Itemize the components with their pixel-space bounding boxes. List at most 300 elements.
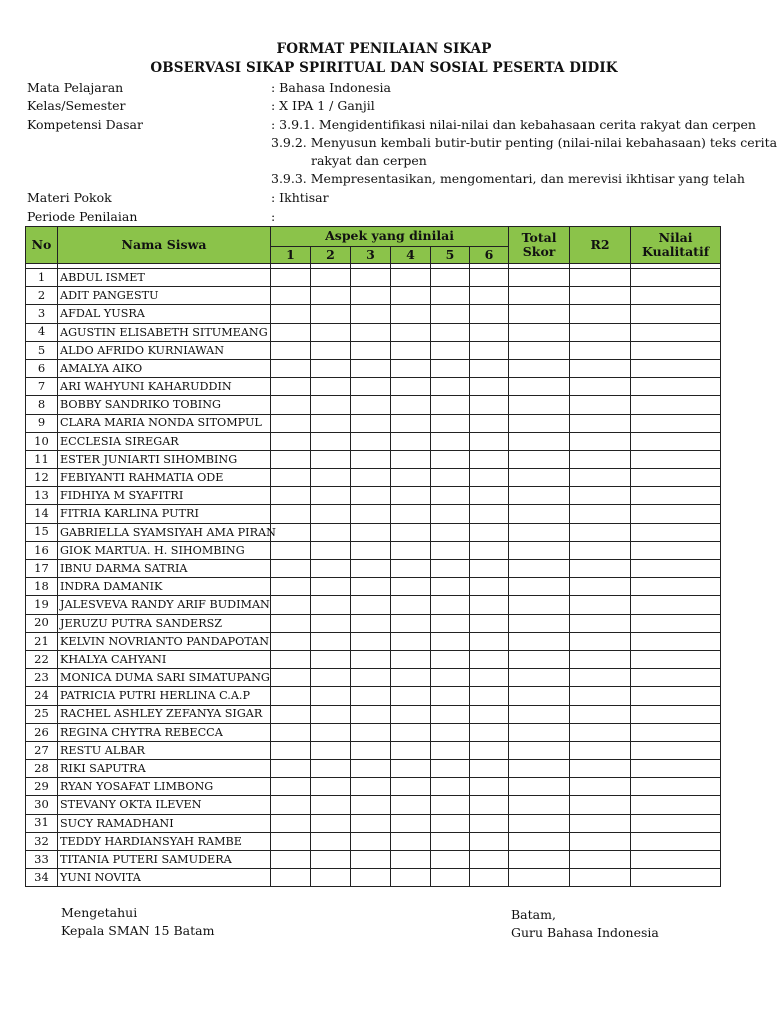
total-skor-cell[interactable] xyxy=(509,723,570,741)
score-cell-aspek-5[interactable] xyxy=(431,832,470,850)
total-skor-cell[interactable] xyxy=(509,869,570,887)
r2-cell[interactable] xyxy=(570,487,631,505)
score-cell-aspek-4[interactable] xyxy=(391,269,431,287)
total-skor-cell[interactable] xyxy=(509,687,570,705)
score-cell-aspek-3[interactable] xyxy=(351,614,391,632)
score-cell-aspek-3[interactable] xyxy=(351,432,391,450)
score-cell-aspek-2[interactable] xyxy=(311,578,351,596)
score-cell-aspek-4[interactable] xyxy=(391,287,431,305)
score-cell-aspek-6[interactable] xyxy=(470,378,509,396)
score-cell-aspek-4[interactable] xyxy=(391,560,431,578)
score-cell-aspek-5[interactable] xyxy=(431,269,470,287)
score-cell-aspek-2[interactable] xyxy=(311,760,351,778)
nilai-kualitatif-cell[interactable] xyxy=(631,269,721,287)
score-cell-aspek-1[interactable] xyxy=(271,614,311,632)
nilai-kualitatif-cell[interactable] xyxy=(631,705,721,723)
nilai-kualitatif-cell[interactable] xyxy=(631,505,721,523)
score-cell-aspek-6[interactable] xyxy=(470,396,509,414)
r2-cell[interactable] xyxy=(570,632,631,650)
score-cell-aspek-2[interactable] xyxy=(311,305,351,323)
total-skor-cell[interactable] xyxy=(509,669,570,687)
score-cell-aspek-4[interactable] xyxy=(391,578,431,596)
r2-cell[interactable] xyxy=(570,269,631,287)
score-cell-aspek-2[interactable] xyxy=(311,560,351,578)
score-cell-aspek-5[interactable] xyxy=(431,432,470,450)
score-cell-aspek-2[interactable] xyxy=(311,832,351,850)
score-cell-aspek-3[interactable] xyxy=(351,650,391,668)
total-skor-cell[interactable] xyxy=(509,341,570,359)
total-skor-cell[interactable] xyxy=(509,778,570,796)
score-cell-aspek-4[interactable] xyxy=(391,851,431,869)
score-cell-aspek-6[interactable] xyxy=(470,578,509,596)
score-cell-aspek-2[interactable] xyxy=(311,469,351,487)
score-cell-aspek-6[interactable] xyxy=(470,760,509,778)
score-cell-aspek-6[interactable] xyxy=(470,778,509,796)
nilai-kualitatif-cell[interactable] xyxy=(631,741,721,759)
score-cell-aspek-3[interactable] xyxy=(351,269,391,287)
nilai-kualitatif-cell[interactable] xyxy=(631,541,721,559)
nilai-kualitatif-cell[interactable] xyxy=(631,869,721,887)
nilai-kualitatif-cell[interactable] xyxy=(631,760,721,778)
r2-cell[interactable] xyxy=(570,723,631,741)
total-skor-cell[interactable] xyxy=(509,578,570,596)
score-cell-aspek-1[interactable] xyxy=(271,469,311,487)
score-cell-aspek-5[interactable] xyxy=(431,741,470,759)
nilai-kualitatif-cell[interactable] xyxy=(631,359,721,377)
score-cell-aspek-1[interactable] xyxy=(271,287,311,305)
score-cell-aspek-2[interactable] xyxy=(311,687,351,705)
score-cell-aspek-3[interactable] xyxy=(351,669,391,687)
score-cell-aspek-3[interactable] xyxy=(351,851,391,869)
score-cell-aspek-1[interactable] xyxy=(271,632,311,650)
score-cell-aspek-3[interactable] xyxy=(351,450,391,468)
score-cell-aspek-6[interactable] xyxy=(470,432,509,450)
score-cell-aspek-6[interactable] xyxy=(470,505,509,523)
score-cell-aspek-4[interactable] xyxy=(391,450,431,468)
score-cell-aspek-2[interactable] xyxy=(311,796,351,814)
total-skor-cell[interactable] xyxy=(509,796,570,814)
score-cell-aspek-1[interactable] xyxy=(271,378,311,396)
nilai-kualitatif-cell[interactable] xyxy=(631,796,721,814)
r2-cell[interactable] xyxy=(570,305,631,323)
score-cell-aspek-6[interactable] xyxy=(470,414,509,432)
nilai-kualitatif-cell[interactable] xyxy=(631,687,721,705)
score-cell-aspek-4[interactable] xyxy=(391,705,431,723)
total-skor-cell[interactable] xyxy=(509,741,570,759)
score-cell-aspek-6[interactable] xyxy=(470,832,509,850)
score-cell-aspek-6[interactable] xyxy=(470,341,509,359)
score-cell-aspek-5[interactable] xyxy=(431,578,470,596)
score-cell-aspek-2[interactable] xyxy=(311,287,351,305)
score-cell-aspek-1[interactable] xyxy=(271,578,311,596)
total-skor-cell[interactable] xyxy=(509,832,570,850)
score-cell-aspek-3[interactable] xyxy=(351,396,391,414)
r2-cell[interactable] xyxy=(570,814,631,832)
score-cell-aspek-1[interactable] xyxy=(271,851,311,869)
score-cell-aspek-1[interactable] xyxy=(271,523,311,541)
score-cell-aspek-4[interactable] xyxy=(391,869,431,887)
nilai-kualitatif-cell[interactable] xyxy=(631,650,721,668)
score-cell-aspek-5[interactable] xyxy=(431,723,470,741)
score-cell-aspek-5[interactable] xyxy=(431,560,470,578)
score-cell-aspek-1[interactable] xyxy=(271,414,311,432)
score-cell-aspek-6[interactable] xyxy=(470,450,509,468)
score-cell-aspek-3[interactable] xyxy=(351,287,391,305)
score-cell-aspek-6[interactable] xyxy=(470,741,509,759)
nilai-kualitatif-cell[interactable] xyxy=(631,396,721,414)
score-cell-aspek-5[interactable] xyxy=(431,869,470,887)
score-cell-aspek-3[interactable] xyxy=(351,523,391,541)
total-skor-cell[interactable] xyxy=(509,396,570,414)
total-skor-cell[interactable] xyxy=(509,323,570,341)
score-cell-aspek-2[interactable] xyxy=(311,851,351,869)
score-cell-aspek-6[interactable] xyxy=(470,851,509,869)
score-cell-aspek-1[interactable] xyxy=(271,687,311,705)
score-cell-aspek-4[interactable] xyxy=(391,796,431,814)
score-cell-aspek-2[interactable] xyxy=(311,341,351,359)
score-cell-aspek-1[interactable] xyxy=(271,323,311,341)
r2-cell[interactable] xyxy=(570,614,631,632)
score-cell-aspek-3[interactable] xyxy=(351,632,391,650)
score-cell-aspek-5[interactable] xyxy=(431,487,470,505)
score-cell-aspek-5[interactable] xyxy=(431,323,470,341)
score-cell-aspek-4[interactable] xyxy=(391,541,431,559)
score-cell-aspek-1[interactable] xyxy=(271,650,311,668)
score-cell-aspek-6[interactable] xyxy=(470,487,509,505)
score-cell-aspek-2[interactable] xyxy=(311,541,351,559)
score-cell-aspek-4[interactable] xyxy=(391,487,431,505)
score-cell-aspek-1[interactable] xyxy=(271,869,311,887)
score-cell-aspek-3[interactable] xyxy=(351,760,391,778)
nilai-kualitatif-cell[interactable] xyxy=(631,832,721,850)
total-skor-cell[interactable] xyxy=(509,505,570,523)
r2-cell[interactable] xyxy=(570,578,631,596)
score-cell-aspek-6[interactable] xyxy=(470,632,509,650)
total-skor-cell[interactable] xyxy=(509,359,570,377)
score-cell-aspek-2[interactable] xyxy=(311,396,351,414)
score-cell-aspek-3[interactable] xyxy=(351,578,391,596)
total-skor-cell[interactable] xyxy=(509,523,570,541)
score-cell-aspek-6[interactable] xyxy=(470,523,509,541)
r2-cell[interactable] xyxy=(570,851,631,869)
nilai-kualitatif-cell[interactable] xyxy=(631,778,721,796)
score-cell-aspek-2[interactable] xyxy=(311,523,351,541)
score-cell-aspek-5[interactable] xyxy=(431,359,470,377)
score-cell-aspek-3[interactable] xyxy=(351,469,391,487)
score-cell-aspek-1[interactable] xyxy=(271,778,311,796)
score-cell-aspek-1[interactable] xyxy=(271,541,311,559)
score-cell-aspek-3[interactable] xyxy=(351,560,391,578)
r2-cell[interactable] xyxy=(570,541,631,559)
nilai-kualitatif-cell[interactable] xyxy=(631,723,721,741)
r2-cell[interactable] xyxy=(570,760,631,778)
score-cell-aspek-6[interactable] xyxy=(470,269,509,287)
score-cell-aspek-5[interactable] xyxy=(431,305,470,323)
r2-cell[interactable] xyxy=(570,469,631,487)
score-cell-aspek-6[interactable] xyxy=(470,560,509,578)
nilai-kualitatif-cell[interactable] xyxy=(631,487,721,505)
score-cell-aspek-5[interactable] xyxy=(431,851,470,869)
score-cell-aspek-6[interactable] xyxy=(470,305,509,323)
score-cell-aspek-3[interactable] xyxy=(351,378,391,396)
score-cell-aspek-6[interactable] xyxy=(470,323,509,341)
total-skor-cell[interactable] xyxy=(509,650,570,668)
score-cell-aspek-3[interactable] xyxy=(351,778,391,796)
score-cell-aspek-4[interactable] xyxy=(391,596,431,614)
total-skor-cell[interactable] xyxy=(509,614,570,632)
total-skor-cell[interactable] xyxy=(509,851,570,869)
r2-cell[interactable] xyxy=(570,505,631,523)
score-cell-aspek-6[interactable] xyxy=(470,814,509,832)
nilai-kualitatif-cell[interactable] xyxy=(631,432,721,450)
score-cell-aspek-2[interactable] xyxy=(311,450,351,468)
total-skor-cell[interactable] xyxy=(509,705,570,723)
score-cell-aspek-3[interactable] xyxy=(351,687,391,705)
r2-cell[interactable] xyxy=(570,341,631,359)
score-cell-aspek-1[interactable] xyxy=(271,432,311,450)
score-cell-aspek-5[interactable] xyxy=(431,450,470,468)
score-cell-aspek-2[interactable] xyxy=(311,432,351,450)
score-cell-aspek-3[interactable] xyxy=(351,814,391,832)
score-cell-aspek-2[interactable] xyxy=(311,414,351,432)
score-cell-aspek-6[interactable] xyxy=(470,650,509,668)
score-cell-aspek-4[interactable] xyxy=(391,650,431,668)
score-cell-aspek-1[interactable] xyxy=(271,705,311,723)
total-skor-cell[interactable] xyxy=(509,450,570,468)
score-cell-aspek-5[interactable] xyxy=(431,396,470,414)
nilai-kualitatif-cell[interactable] xyxy=(631,469,721,487)
score-cell-aspek-1[interactable] xyxy=(271,796,311,814)
score-cell-aspek-2[interactable] xyxy=(311,378,351,396)
nilai-kualitatif-cell[interactable] xyxy=(631,450,721,468)
r2-cell[interactable] xyxy=(570,796,631,814)
r2-cell[interactable] xyxy=(570,705,631,723)
score-cell-aspek-1[interactable] xyxy=(271,396,311,414)
total-skor-cell[interactable] xyxy=(509,541,570,559)
score-cell-aspek-4[interactable] xyxy=(391,778,431,796)
score-cell-aspek-6[interactable] xyxy=(470,469,509,487)
score-cell-aspek-5[interactable] xyxy=(431,287,470,305)
score-cell-aspek-3[interactable] xyxy=(351,487,391,505)
nilai-kualitatif-cell[interactable] xyxy=(631,814,721,832)
score-cell-aspek-4[interactable] xyxy=(391,305,431,323)
score-cell-aspek-5[interactable] xyxy=(431,541,470,559)
score-cell-aspek-5[interactable] xyxy=(431,760,470,778)
score-cell-aspek-1[interactable] xyxy=(271,505,311,523)
score-cell-aspek-3[interactable] xyxy=(351,869,391,887)
score-cell-aspek-3[interactable] xyxy=(351,541,391,559)
score-cell-aspek-5[interactable] xyxy=(431,596,470,614)
total-skor-cell[interactable] xyxy=(509,432,570,450)
score-cell-aspek-6[interactable] xyxy=(470,287,509,305)
score-cell-aspek-1[interactable] xyxy=(271,450,311,468)
total-skor-cell[interactable] xyxy=(509,596,570,614)
r2-cell[interactable] xyxy=(570,359,631,377)
score-cell-aspek-5[interactable] xyxy=(431,632,470,650)
score-cell-aspek-2[interactable] xyxy=(311,778,351,796)
r2-cell[interactable] xyxy=(570,869,631,887)
nilai-kualitatif-cell[interactable] xyxy=(631,414,721,432)
score-cell-aspek-5[interactable] xyxy=(431,796,470,814)
r2-cell[interactable] xyxy=(570,523,631,541)
score-cell-aspek-3[interactable] xyxy=(351,596,391,614)
score-cell-aspek-3[interactable] xyxy=(351,323,391,341)
r2-cell[interactable] xyxy=(570,832,631,850)
score-cell-aspek-5[interactable] xyxy=(431,814,470,832)
score-cell-aspek-5[interactable] xyxy=(431,650,470,668)
nilai-kualitatif-cell[interactable] xyxy=(631,287,721,305)
score-cell-aspek-4[interactable] xyxy=(391,741,431,759)
r2-cell[interactable] xyxy=(570,378,631,396)
score-cell-aspek-4[interactable] xyxy=(391,760,431,778)
score-cell-aspek-5[interactable] xyxy=(431,669,470,687)
score-cell-aspek-4[interactable] xyxy=(391,469,431,487)
score-cell-aspek-4[interactable] xyxy=(391,669,431,687)
score-cell-aspek-1[interactable] xyxy=(271,305,311,323)
nilai-kualitatif-cell[interactable] xyxy=(631,614,721,632)
score-cell-aspek-5[interactable] xyxy=(431,778,470,796)
total-skor-cell[interactable] xyxy=(509,560,570,578)
total-skor-cell[interactable] xyxy=(509,632,570,650)
score-cell-aspek-2[interactable] xyxy=(311,596,351,614)
nilai-kualitatif-cell[interactable] xyxy=(631,632,721,650)
score-cell-aspek-5[interactable] xyxy=(431,705,470,723)
nilai-kualitatif-cell[interactable] xyxy=(631,851,721,869)
total-skor-cell[interactable] xyxy=(509,469,570,487)
score-cell-aspek-3[interactable] xyxy=(351,505,391,523)
score-cell-aspek-3[interactable] xyxy=(351,832,391,850)
score-cell-aspek-4[interactable] xyxy=(391,814,431,832)
score-cell-aspek-5[interactable] xyxy=(431,523,470,541)
score-cell-aspek-4[interactable] xyxy=(391,323,431,341)
score-cell-aspek-5[interactable] xyxy=(431,614,470,632)
score-cell-aspek-6[interactable] xyxy=(470,796,509,814)
nilai-kualitatif-cell[interactable] xyxy=(631,305,721,323)
total-skor-cell[interactable] xyxy=(509,760,570,778)
score-cell-aspek-4[interactable] xyxy=(391,414,431,432)
score-cell-aspek-4[interactable] xyxy=(391,614,431,632)
score-cell-aspek-3[interactable] xyxy=(351,723,391,741)
score-cell-aspek-4[interactable] xyxy=(391,505,431,523)
score-cell-aspek-1[interactable] xyxy=(271,669,311,687)
total-skor-cell[interactable] xyxy=(509,814,570,832)
score-cell-aspek-2[interactable] xyxy=(311,741,351,759)
score-cell-aspek-3[interactable] xyxy=(351,341,391,359)
r2-cell[interactable] xyxy=(570,741,631,759)
score-cell-aspek-4[interactable] xyxy=(391,359,431,377)
score-cell-aspek-6[interactable] xyxy=(470,614,509,632)
nilai-kualitatif-cell[interactable] xyxy=(631,378,721,396)
score-cell-aspek-1[interactable] xyxy=(271,741,311,759)
score-cell-aspek-1[interactable] xyxy=(271,487,311,505)
nilai-kualitatif-cell[interactable] xyxy=(631,523,721,541)
score-cell-aspek-2[interactable] xyxy=(311,723,351,741)
score-cell-aspek-4[interactable] xyxy=(391,432,431,450)
r2-cell[interactable] xyxy=(570,687,631,705)
score-cell-aspek-2[interactable] xyxy=(311,669,351,687)
score-cell-aspek-1[interactable] xyxy=(271,832,311,850)
score-cell-aspek-6[interactable] xyxy=(470,687,509,705)
score-cell-aspek-4[interactable] xyxy=(391,832,431,850)
score-cell-aspek-2[interactable] xyxy=(311,814,351,832)
nilai-kualitatif-cell[interactable] xyxy=(631,578,721,596)
r2-cell[interactable] xyxy=(570,323,631,341)
score-cell-aspek-1[interactable] xyxy=(271,341,311,359)
score-cell-aspek-6[interactable] xyxy=(470,541,509,559)
total-skor-cell[interactable] xyxy=(509,487,570,505)
score-cell-aspek-6[interactable] xyxy=(470,723,509,741)
nilai-kualitatif-cell[interactable] xyxy=(631,323,721,341)
score-cell-aspek-5[interactable] xyxy=(431,505,470,523)
score-cell-aspek-4[interactable] xyxy=(391,687,431,705)
total-skor-cell[interactable] xyxy=(509,414,570,432)
score-cell-aspek-5[interactable] xyxy=(431,341,470,359)
score-cell-aspek-2[interactable] xyxy=(311,869,351,887)
score-cell-aspek-2[interactable] xyxy=(311,505,351,523)
score-cell-aspek-2[interactable] xyxy=(311,614,351,632)
r2-cell[interactable] xyxy=(570,414,631,432)
score-cell-aspek-2[interactable] xyxy=(311,487,351,505)
score-cell-aspek-6[interactable] xyxy=(470,596,509,614)
score-cell-aspek-4[interactable] xyxy=(391,632,431,650)
score-cell-aspek-6[interactable] xyxy=(470,705,509,723)
r2-cell[interactable] xyxy=(570,650,631,668)
r2-cell[interactable] xyxy=(570,778,631,796)
score-cell-aspek-6[interactable] xyxy=(470,869,509,887)
score-cell-aspek-2[interactable] xyxy=(311,323,351,341)
score-cell-aspek-2[interactable] xyxy=(311,705,351,723)
r2-cell[interactable] xyxy=(570,450,631,468)
r2-cell[interactable] xyxy=(570,669,631,687)
score-cell-aspek-2[interactable] xyxy=(311,359,351,377)
score-cell-aspek-2[interactable] xyxy=(311,650,351,668)
score-cell-aspek-4[interactable] xyxy=(391,378,431,396)
r2-cell[interactable] xyxy=(570,396,631,414)
score-cell-aspek-6[interactable] xyxy=(470,669,509,687)
r2-cell[interactable] xyxy=(570,560,631,578)
score-cell-aspek-5[interactable] xyxy=(431,414,470,432)
score-cell-aspek-5[interactable] xyxy=(431,687,470,705)
r2-cell[interactable] xyxy=(570,432,631,450)
r2-cell[interactable] xyxy=(570,287,631,305)
score-cell-aspek-5[interactable] xyxy=(431,469,470,487)
score-cell-aspek-6[interactable] xyxy=(470,359,509,377)
nilai-kualitatif-cell[interactable] xyxy=(631,560,721,578)
total-skor-cell[interactable] xyxy=(509,305,570,323)
score-cell-aspek-3[interactable] xyxy=(351,796,391,814)
score-cell-aspek-4[interactable] xyxy=(391,523,431,541)
total-skor-cell[interactable] xyxy=(509,287,570,305)
score-cell-aspek-1[interactable] xyxy=(271,723,311,741)
score-cell-aspek-4[interactable] xyxy=(391,396,431,414)
score-cell-aspek-1[interactable] xyxy=(271,359,311,377)
total-skor-cell[interactable] xyxy=(509,378,570,396)
score-cell-aspek-3[interactable] xyxy=(351,741,391,759)
score-cell-aspek-4[interactable] xyxy=(391,723,431,741)
score-cell-aspek-2[interactable] xyxy=(311,632,351,650)
nilai-kualitatif-cell[interactable] xyxy=(631,596,721,614)
r2-cell[interactable] xyxy=(570,596,631,614)
score-cell-aspek-3[interactable] xyxy=(351,359,391,377)
score-cell-aspek-3[interactable] xyxy=(351,414,391,432)
score-cell-aspek-1[interactable] xyxy=(271,560,311,578)
score-cell-aspek-1[interactable] xyxy=(271,596,311,614)
nilai-kualitatif-cell[interactable] xyxy=(631,341,721,359)
nilai-kualitatif-cell[interactable] xyxy=(631,669,721,687)
score-cell-aspek-5[interactable] xyxy=(431,378,470,396)
score-cell-aspek-1[interactable] xyxy=(271,760,311,778)
score-cell-aspek-1[interactable] xyxy=(271,269,311,287)
